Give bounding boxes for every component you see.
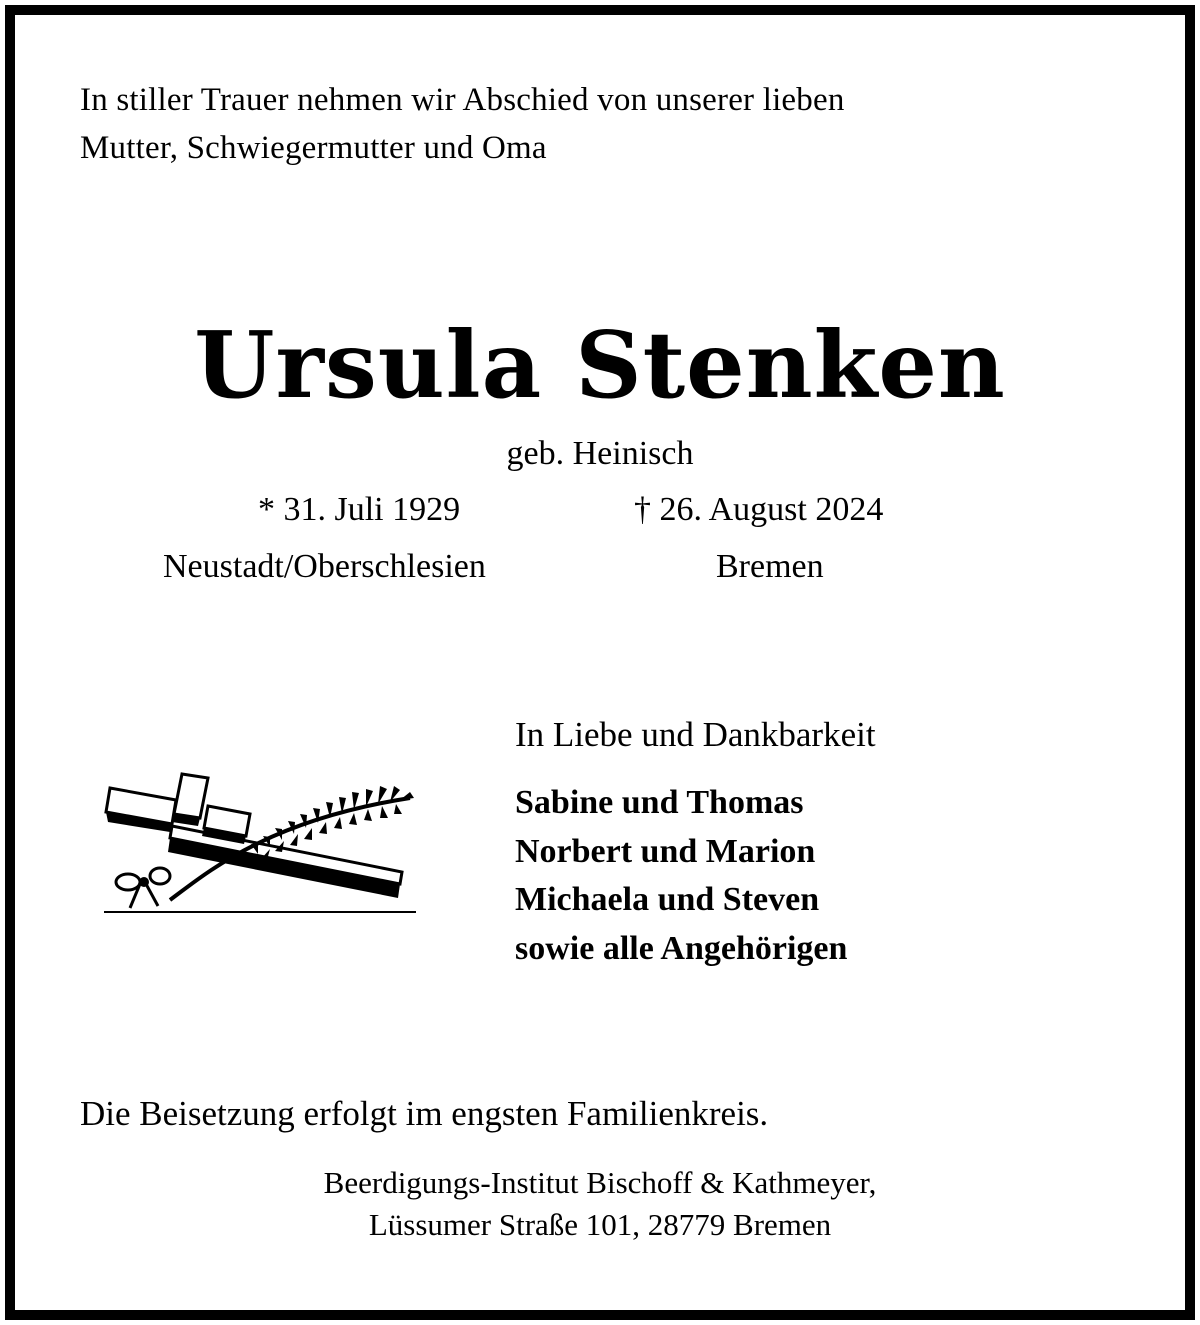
death-date: † 26. August 2024 xyxy=(634,491,884,528)
mourner-line: sowie alle Angehörigen xyxy=(515,929,848,967)
funeral-note: Die Beisetzung erfolgt im engsten Familienkreis. xyxy=(80,1094,769,1133)
undertaker-line-2: Lüssumer Straße 101, 28779 Bremen xyxy=(368,1207,832,1242)
mourner-line: Sabine und Thomas xyxy=(515,784,804,821)
undertaker-info xyxy=(0,1162,1200,1246)
death-place: Bremen xyxy=(716,548,824,585)
intro-line-1: In stiller Trauer nehmen wir Abschied von unserer lieben xyxy=(80,82,845,118)
mourner-line: Michaela und Steven xyxy=(515,881,820,918)
cross-with-palm-branch-icon xyxy=(100,760,420,920)
maiden-name: geb. Heinisch xyxy=(506,435,694,472)
mourners-intro: In Liebe und Dankbarkeit xyxy=(515,715,876,754)
birth-date: * 31. Juli 1929 xyxy=(258,491,461,528)
intro-line-2: Mutter, Schwiegermutter und Oma xyxy=(80,130,547,166)
mourner-line: Norbert und Marion xyxy=(515,832,816,870)
intro-text xyxy=(80,76,845,172)
undertaker-line-1: Beerdigungs-Institut Bischoff & Kathmeyer, xyxy=(323,1165,877,1200)
deceased-name: Ursula Stenken xyxy=(194,311,1006,419)
mourners-list xyxy=(515,779,847,973)
birth-place: Neustadt/Oberschlesien xyxy=(163,548,486,585)
